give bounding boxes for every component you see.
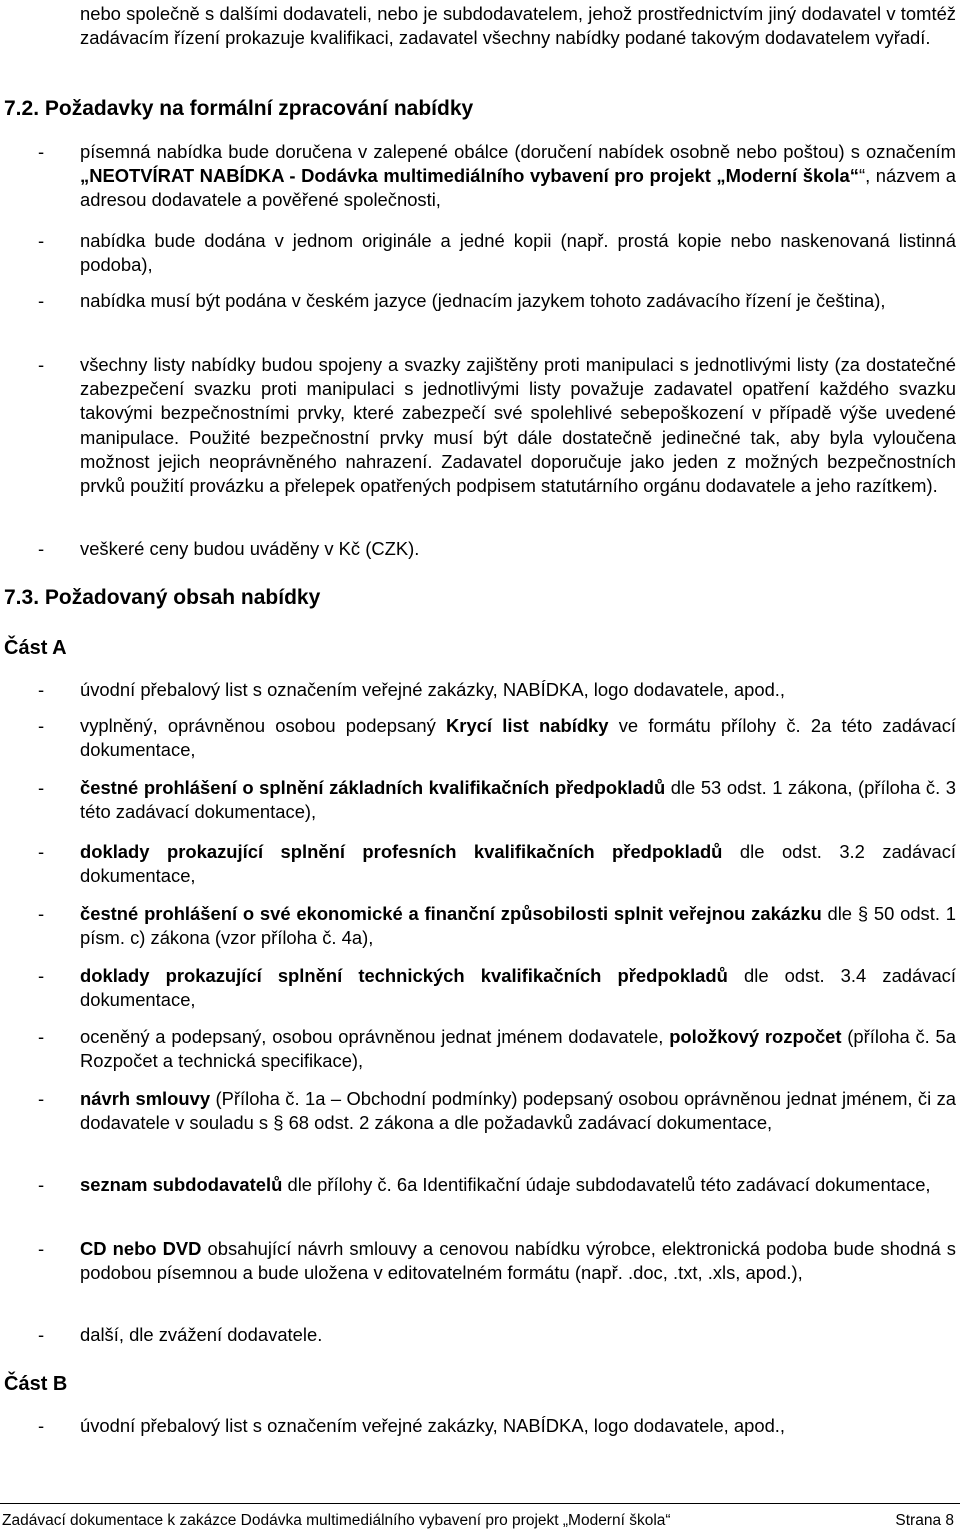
list-bullet: - [38, 903, 45, 924]
list-item: všechny listy nabídky budou spojeny a svazky zajištěny proti manipulaci s jednotlivými listy (za dostatečné zabezpečení svazku proti manipulaci s jednotlivými listy považuje zadavatel opatření každého svazku takovými bezpečnostními prvky, které zabezpečí své spolehlivé sebepoškození v případě výše uvedené manipulace. Použité bezpečnostní prvky musí být dále dostatečně jedinečné tak, aby byla vyloučena možnost jejich neoprávněného nahrazení. Zadavatel doporučuje jako jeden z možných bezpečnostních prvků použití provázku a přelepek opatřených podpisem statutárního orgánu dodavatele a jeho razítkem). [80, 354, 956, 497]
list-bullet: - [38, 538, 45, 559]
list-bullet: - [38, 290, 45, 311]
section-title: Požadavky na formální zpracování nabídky [44, 97, 474, 120]
list-bullet: - [38, 1088, 45, 1109]
list-item: CD nebo DVD obsahující návrh smlouvy a cenovou nabídku výrobce, elektronická podoba bude shodná s podobou písemnou a bude uložena v editovatelném formátu (např. .doc, .txt, .xls, apod.), [80, 1238, 957, 1284]
list-bullet: - [38, 965, 45, 986]
section-title: Požadovaný obsah nabídky [44, 586, 321, 609]
footer-document-title: Zadávací dokumentace k zakázce Dodávka multimediálního vybavení pro projekt „Moderní škola“ [2, 1512, 671, 1529]
list-item: nabídka musí být podána v českém jazyce (jednacím jazykem tohoto zadávacího řízení je čeština), [80, 290, 886, 311]
list-bullet: - [38, 1026, 45, 1047]
list-bullet: - [38, 1238, 45, 1259]
part-b-heading: Část B [4, 1373, 68, 1395]
list-bullet: - [38, 1415, 45, 1436]
page-number: Strana 8 [895, 1512, 954, 1529]
list-item: doklady prokazující splnění profesních kvalifikačních předpokladů dle odst. 3.2 zadávací dokumentace, [80, 841, 956, 887]
section-number: 7.3. [4, 586, 40, 609]
list-bullet: - [38, 715, 45, 736]
list-bullet: - [38, 841, 45, 862]
list-item: nabídka bude dodána v jednom originále a jedné kopii (např. prostá kopie nebo naskenovaná listinná podoba), [80, 230, 956, 276]
section-number: 7.2. [4, 97, 40, 120]
list-item: další, dle zvážení dodavatele. [80, 1324, 323, 1345]
part-a-heading: Část A [4, 637, 67, 659]
list-item: doklady prokazující splnění technických kvalifikačních předpokladů dle odst. 3.4 zadávací dokumentace, [80, 965, 956, 1011]
list-bullet: - [38, 141, 45, 162]
list-bullet: - [38, 1174, 45, 1195]
list-bullet: - [38, 354, 45, 375]
list-bullet: - [38, 1324, 45, 1345]
list-item: seznam subdodavatelů dle přílohy č. 6a Identifikační údaje subdodavatelů této zadávací dokumentace, [80, 1174, 931, 1195]
list-item: veškeré ceny budou uváděny v Kč (CZK). [80, 538, 420, 559]
list-item: čestné prohlášení o své ekonomické a finanční způsobilosti splnit veřejnou zakázku dle § 50 odst. 1 písm. c) zákona (vzor příloha č. 4a), [80, 903, 956, 949]
list-item: úvodní přebalový list s označením veřejné zakázky, NABÍDKA, logo dodavatele, apod., [80, 679, 786, 700]
section-heading-7-3 [4, 586, 320, 610]
envelope-label: „NEOTVÍRAT NABÍDKA - Dodávka multimediálního vybavení pro projekt „Moderní škola“ [80, 165, 859, 187]
list-bullet: - [38, 230, 45, 251]
list-bullet: - [38, 777, 45, 798]
section-heading-7-2 [4, 97, 473, 121]
list-item: vyplněný, oprávněnou osobou podepsaný Krycí list nabídky ve formátu přílohy č. 2a této zadávací dokumentace, [80, 715, 957, 761]
list-item: úvodní přebalový list s označením veřejné zakázky, NABÍDKA, logo dodavatele, apod., [80, 1415, 786, 1436]
intro-paragraph: nebo společně s dalšími dodavateli, nebo je subdodavatelem, jehož prostřednictvím jiný dodavatel v tomtéž zadávacím řízení prokazuje kvalifikaci, zadavatel všechny nabídky podané takovým dodavatelem vyřadí. [80, 3, 956, 49]
list-bullet: - [38, 679, 45, 700]
footer-divider [0, 1503, 960, 1504]
list-item: návrh smlouvy (Příloha č. 1a – Obchodní podmínky) podepsaný osobou oprávněnou jednat jménem, či za dodavatele v souladu s § 68 odst. 2 zákona a dle požadavků zadávací dokumentace, [80, 1088, 956, 1134]
list-item: písemná nabídka bude doručena v zalepené obálce (doručení nabídek osobně nebo poštou) s označením „NEOTVÍRAT NABÍDKA - Dodávka multimediálního vybavení pro projekt „Moderní škola““, názvem a adresou dodavatele a pověřené společnosti, [80, 141, 957, 211]
list-item: čestné prohlášení o splnění základních kvalifikačních předpokladů dle 53 odst. 1 zákona, (příloha č. 3 této zadávací dokumentace), [80, 777, 956, 823]
list-item: oceněný a podepsaný, osobou oprávněnou jednat jménem dodavatele, položkový rozpočet (příloha č. 5a Rozpočet a technická specifikace), [80, 1026, 956, 1072]
